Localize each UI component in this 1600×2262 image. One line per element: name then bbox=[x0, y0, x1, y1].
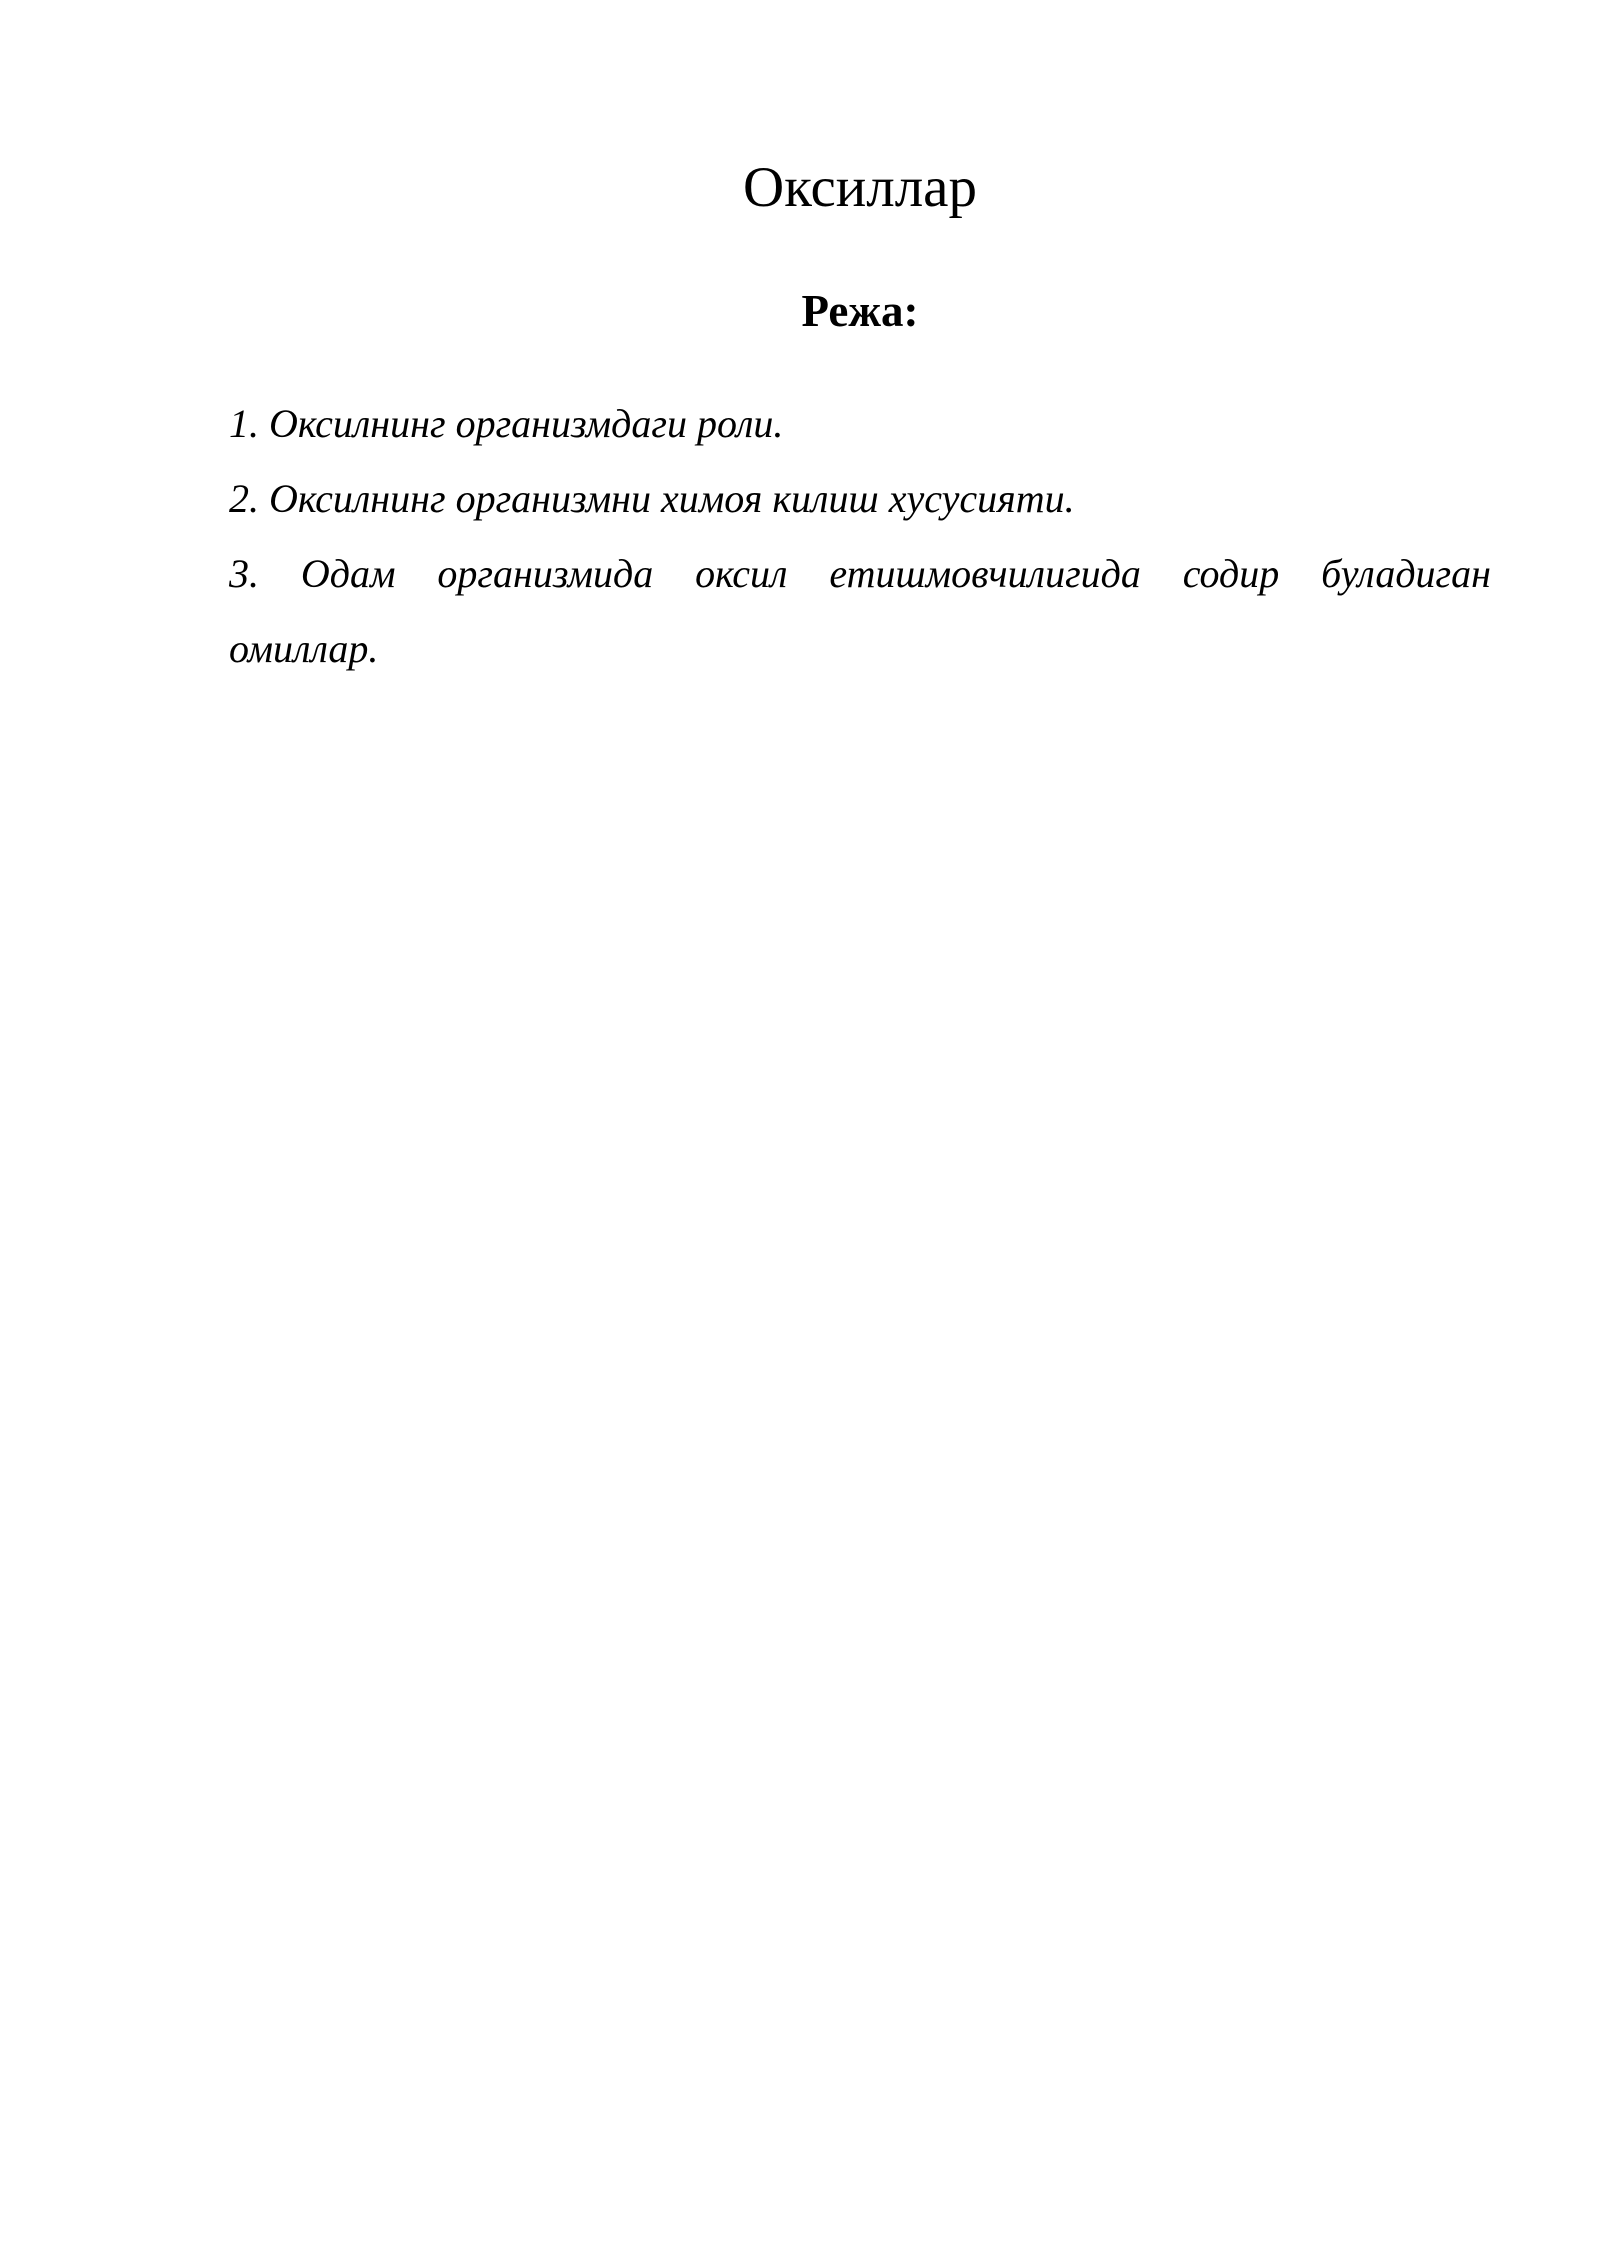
plan-heading: Режа: bbox=[801, 286, 919, 336]
plan-item-1: 1. Оксилнинг организмдаги роли. bbox=[229, 401, 784, 446]
plan-item-2: 2. Оксилнинг организмни химоя килиш хусусияти. bbox=[229, 476, 1075, 521]
plan-list bbox=[229, 386, 1491, 686]
plan-item-3: 3. Одам организмида оксил етишмовчилигида содир буладиган омиллар. bbox=[229, 551, 1491, 671]
page-title: Оксиллар bbox=[743, 156, 977, 219]
